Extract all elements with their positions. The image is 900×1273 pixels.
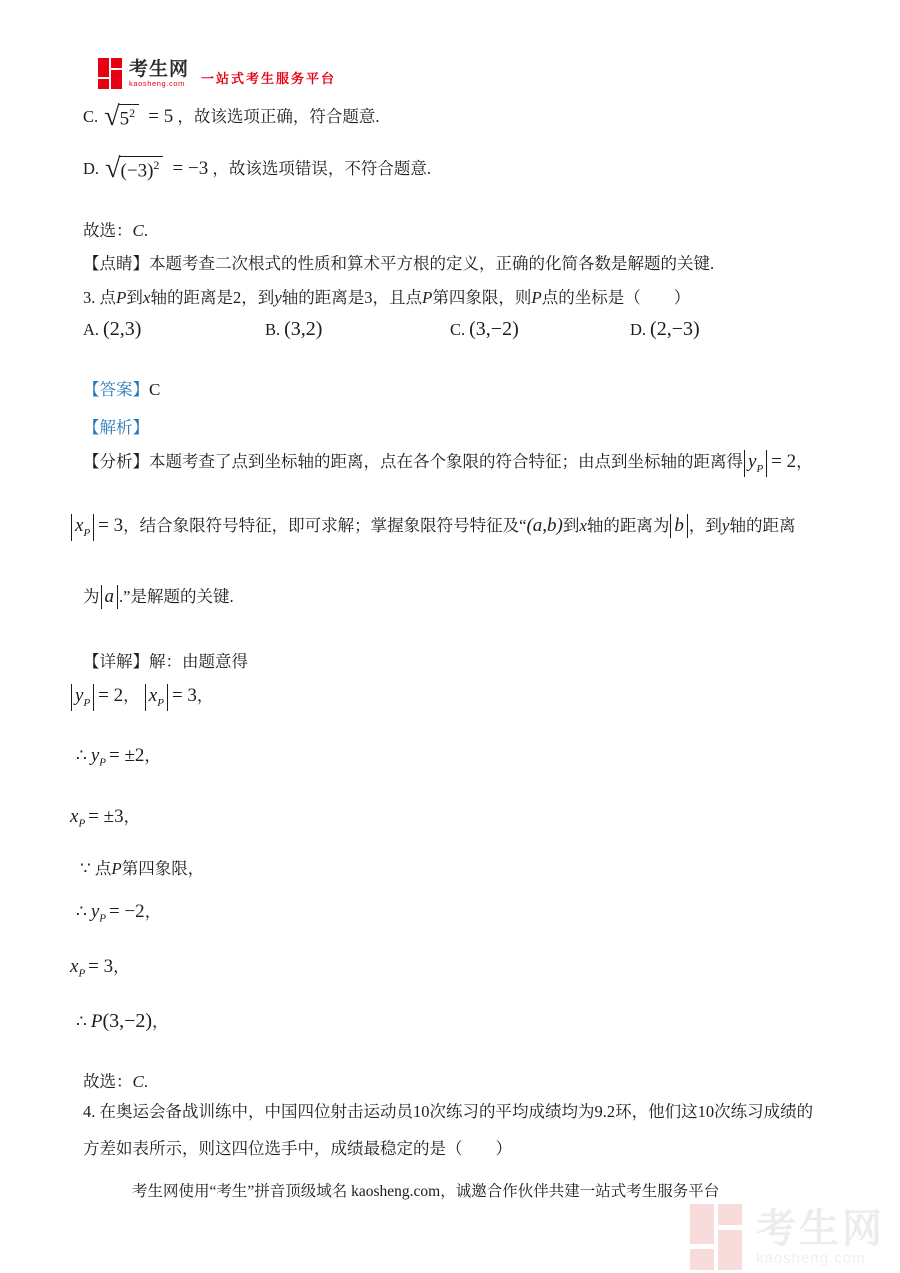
sqrt-formula: √ $(-3)^2$ [105, 156, 163, 183]
abs-y-p: $y_P$ [744, 450, 767, 477]
therefore-icon: ∴ [76, 746, 87, 765]
answer-label: 【答案】 [83, 380, 149, 399]
therefore-icon: ∴ [76, 1012, 87, 1031]
line-detail-4: ∴ $y_P = -2$， [76, 901, 162, 925]
line-choose-answer-2: 故选：C. [83, 1072, 148, 1091]
because-icon: ∵ [80, 859, 91, 878]
logo-name: 考生网 [129, 58, 190, 80]
option-c: C. (3,−2) [450, 318, 519, 340]
line-fenxi-1: 【分析】本题考查了点到坐标轴的距离，点在各个象限的符合特征；由点到坐标轴的距离得 $y_P = 2$， [83, 451, 813, 475]
therefore-icon: ∴ [76, 902, 87, 921]
logo-domain: kaosheng.com [129, 78, 185, 88]
line-dianjing: 【点睛】本题考查二次根式的性质和算术平方根的定义，正确的化简各数是解题的关键. [83, 254, 715, 273]
chosen-answer: C [132, 221, 144, 240]
line-option-d-explain [83, 153, 431, 184]
line-fenxi-3: 为 a .”是解题的关键. [83, 586, 234, 607]
option-d: D. (2,−3) [630, 318, 700, 340]
option-b: B. (3,2) [265, 318, 323, 340]
line-detail-1: ∴ $y_P = \pm 2$， [76, 745, 161, 769]
line-option-c-explain [83, 101, 380, 132]
option-c-text: ，故该选项正确，符合题意. [177, 107, 380, 126]
line-detail-5: $x_P = 3$， [70, 956, 130, 980]
chosen-answer: C [132, 1072, 144, 1091]
kaosheng-watermark-icon [690, 1204, 748, 1270]
line-detail-3: ∵ 点P第四象限， [80, 859, 205, 878]
tuple-ab: (a,b) [526, 515, 563, 536]
line-detail-2: $x_P = \pm 3$， [70, 806, 141, 830]
line-answer [83, 379, 160, 401]
answer-value: C [149, 380, 161, 399]
watermark-name: 考生网 [756, 1206, 885, 1251]
line-choose-answer-1: 故选：C. [83, 221, 148, 240]
option-c-label: C. [83, 107, 99, 126]
sqrt-formula: √ $5^2$ [104, 104, 139, 131]
line-detail-0: $y_P = 2$， $x_P = 3$， [70, 684, 213, 711]
abs-b: b [670, 514, 688, 538]
formula-rhs: = −3 [172, 158, 209, 179]
kaosheng-watermark-logo [690, 1204, 885, 1270]
abs-a: a [101, 585, 119, 609]
option-a: A. (2,3) [83, 318, 142, 340]
radical-icon: √ [105, 153, 121, 184]
line-fenxi-2: $x_P = 3$，结合象限符号特征，即可求解；掌握象限符号特征及“(a,b)到x轴的距离为 b ，到y轴的距离 [70, 514, 795, 541]
line-question-4-part1: 4. 在奥运会备战训练中，中国四位射击运动员10次练习的平均成绩均为9.2环，他们这10次练习成绩的 [83, 1102, 814, 1121]
watermark-domain: kaosheng.com [756, 1249, 866, 1267]
kaosheng-logo [98, 58, 336, 89]
option-d-text: ，故该选项错误，不符合题意. [212, 159, 431, 178]
line-question-3: 3. 点P到x轴的距离是2，到y轴的距离是3，且点P第四象限，则P点的坐标是（ ） [83, 288, 691, 307]
formula-rhs: = 5 [148, 106, 174, 127]
option-d-label: D. [83, 159, 100, 178]
line-detail-6: ∴ P(3,−2)， [76, 1010, 169, 1032]
kaosheng-logo-icon [98, 58, 124, 89]
radical-icon: √ [104, 101, 120, 132]
footer-text: 考生网使用“考生”拼音顶级域名 kaosheng.com，诚邀合作伙伴共建一站式考生服务平台 [132, 1183, 720, 1200]
line-jiexi: 【解析】 [83, 418, 149, 437]
question-3-options [0, 318, 900, 358]
line-question-4-part2: 方差如表所示，则这四位选手中，成绩最稳定的是（ ） [83, 1139, 512, 1158]
line-xiangjie: 【详解】解：由题意得 [83, 652, 248, 671]
logo-tagline: 一站式考生服务平台 [201, 71, 337, 86]
abs-x-p: $x_P$ [71, 514, 94, 541]
